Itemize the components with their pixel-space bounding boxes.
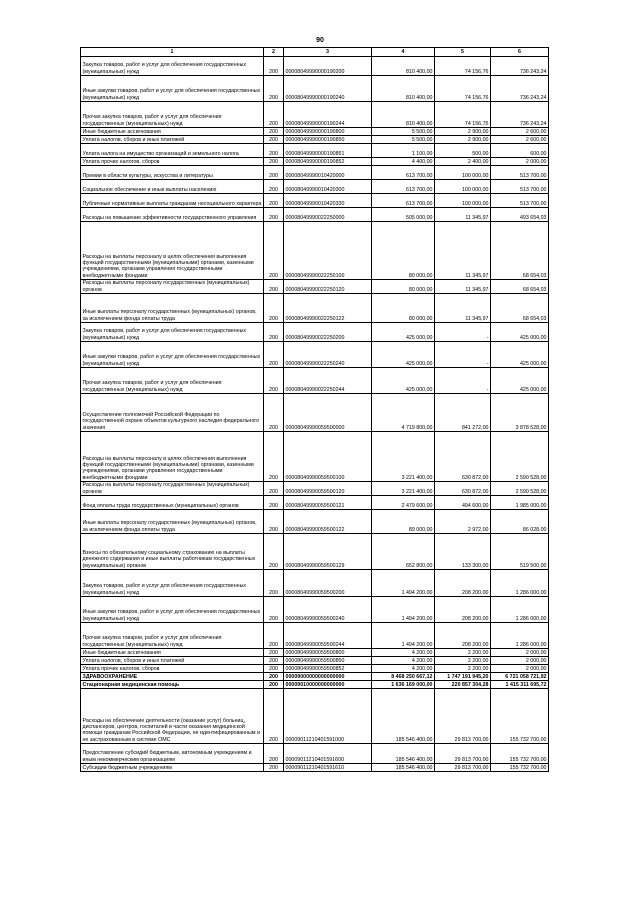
executed-amount-cell: 2 972,00 bbox=[435, 510, 491, 534]
line-code-cell: 200 bbox=[264, 623, 284, 649]
executed-amount-cell: 11 345,97 bbox=[435, 222, 491, 280]
table-row bbox=[81, 136, 549, 144]
table-row bbox=[81, 194, 549, 208]
executed-amount-cell: 11 345,97 bbox=[435, 280, 491, 294]
executed-amount-cell: 74 156,76 bbox=[435, 102, 491, 128]
table-row bbox=[81, 102, 549, 128]
classification-code-cell: 00008049990010420000 bbox=[284, 166, 372, 180]
header-cell: 1 bbox=[81, 48, 264, 57]
approved-amount-cell: 810 400,00 bbox=[372, 102, 435, 128]
line-code-cell: 200 bbox=[264, 673, 284, 681]
approved-amount-cell: 425 000,00 bbox=[372, 323, 435, 342]
approved-amount-cell: 185 546 400,00 bbox=[372, 744, 435, 764]
line-code-cell: 200 bbox=[264, 57, 284, 76]
line-code-cell: 200 bbox=[264, 158, 284, 166]
executed-amount-cell: 2 200,00 bbox=[435, 649, 491, 657]
executed-amount-cell: 2 200,00 bbox=[435, 665, 491, 673]
line-item-name: Уплата прочих налогов, сборов bbox=[81, 665, 264, 673]
line-item-name: Иные выплаты персоналу государственных (муниципальных) органов, за исключением фонда оплаты труда bbox=[81, 510, 264, 534]
unexecuted-amount-cell: 155 732 700,00 bbox=[491, 744, 549, 764]
line-code-cell: 200 bbox=[264, 222, 284, 280]
classification-code-cell: 00008049990000190850 bbox=[284, 136, 372, 144]
line-item-name: Расходы на выплаты персоналу государственных (муниципальных) органов bbox=[81, 482, 264, 496]
approved-amount-cell: 8 468 250 667,12 bbox=[372, 673, 435, 681]
unexecuted-amount-cell: 2 590 528,00 bbox=[491, 432, 549, 482]
unexecuted-amount-cell: 1 286 000,00 bbox=[491, 623, 549, 649]
executed-amount-cell: - bbox=[435, 323, 491, 342]
table-row bbox=[81, 158, 549, 166]
approved-amount-cell: 185 546 400,00 bbox=[372, 764, 435, 772]
line-code-cell: 200 bbox=[264, 144, 284, 158]
line-code-cell: 200 bbox=[264, 394, 284, 432]
approved-amount-cell: 185 546 400,00 bbox=[372, 689, 435, 744]
approved-amount-cell: 80 000,00 bbox=[372, 294, 435, 323]
table-row bbox=[81, 657, 549, 665]
classification-code-cell: 00008049990000190240 bbox=[284, 76, 372, 102]
approved-amount-cell: 1 494 200,00 bbox=[372, 623, 435, 649]
table-row bbox=[81, 294, 549, 323]
approved-amount-cell: 4 200,00 bbox=[372, 657, 435, 665]
classification-code-cell: 00008049990010420300 bbox=[284, 180, 372, 194]
table-row bbox=[81, 534, 549, 570]
executed-amount-cell: 11 345,97 bbox=[435, 208, 491, 222]
approved-amount-cell: 4 200,00 bbox=[372, 649, 435, 657]
line-item-name: Взносы по обязательному социальному страхованию на выплаты денежного содержания и иные выплаты работникам государственных (муниципальных) органов bbox=[81, 534, 264, 570]
approved-amount-cell: 2 479 600,00 bbox=[372, 496, 435, 510]
line-code-cell: 200 bbox=[264, 76, 284, 102]
approved-amount-cell: 1 494 200,00 bbox=[372, 570, 435, 597]
line-code-cell: 200 bbox=[264, 570, 284, 597]
line-item-name: Закупка товаров, работ и услуг для обеспечения государственных (муниципальных) нужд bbox=[81, 570, 264, 597]
unexecuted-amount-cell: 2 000,00 bbox=[491, 665, 549, 673]
unexecuted-amount-cell: 1 985 000,00 bbox=[491, 496, 549, 510]
approved-amount-cell: 4 200,00 bbox=[372, 665, 435, 673]
line-code-cell: 200 bbox=[264, 194, 284, 208]
line-item-name: Иные закупки товаров, работ и услуг для обеспечения государственных (муниципальных) нужд bbox=[81, 597, 264, 623]
line-code-cell: 200 bbox=[264, 136, 284, 144]
unexecuted-amount-cell: 736 243,24 bbox=[491, 102, 549, 128]
line-item-name: Уплата налогов, сборов и иных платежей bbox=[81, 657, 264, 665]
approved-amount-cell: 613 700,00 bbox=[372, 194, 435, 208]
classification-code-cell: 00008049990022250200 bbox=[284, 323, 372, 342]
approved-amount-cell: 1 494 200,00 bbox=[372, 597, 435, 623]
line-item-name: Расходы на выплаты персоналу в целях обеспечения выполнения функций государственными (муниципальными) органами, казенными учреждениями, органами управления государственными внебюджетными фондами bbox=[81, 222, 264, 280]
budget-table bbox=[80, 47, 549, 772]
line-code-cell: 200 bbox=[264, 342, 284, 368]
table-row bbox=[81, 394, 549, 432]
line-item-name: Иные закупки товаров, работ и услуг для обеспечения государственных (муниципальных) нужд bbox=[81, 76, 264, 102]
executed-amount-cell: 133 300,00 bbox=[435, 534, 491, 570]
line-code-cell: 200 bbox=[264, 280, 284, 294]
approved-amount-cell: 425 000,00 bbox=[372, 368, 435, 394]
table-row bbox=[81, 689, 549, 744]
line-code-cell: 200 bbox=[264, 597, 284, 623]
approved-amount-cell: 1 100,00 bbox=[372, 144, 435, 158]
line-code-cell: 200 bbox=[264, 180, 284, 194]
executed-amount-cell: 2 900,00 bbox=[435, 136, 491, 144]
table-row bbox=[81, 744, 549, 764]
header-cell: 4 bbox=[372, 48, 435, 57]
classification-code-cell: 00008049990010420330 bbox=[284, 194, 372, 208]
classification-code-cell: 00008049990000190851 bbox=[284, 144, 372, 158]
classification-code-cell: 00008049990000190852 bbox=[284, 158, 372, 166]
line-code-cell: 200 bbox=[264, 208, 284, 222]
approved-amount-cell: 3 221 400,00 bbox=[372, 432, 435, 482]
line-code-cell: 200 bbox=[264, 368, 284, 394]
line-item-name: Фонд оплаты труда государственных (муниципальных) органов bbox=[81, 496, 264, 510]
table-row bbox=[81, 280, 549, 294]
executed-amount-cell: 100 000,00 bbox=[435, 194, 491, 208]
line-item-name: Прочая закупка товаров, работ и услуг для обеспечения государственных (муниципальных) нужд bbox=[81, 368, 264, 394]
unexecuted-amount-cell: 513 700,00 bbox=[491, 166, 549, 180]
line-code-cell: 200 bbox=[264, 534, 284, 570]
line-item-name: Осуществление полномочий Российской Федерации по государственной охране объектов культурного наследия федерального значения bbox=[81, 394, 264, 432]
line-item-name: Закупка товаров, работ и услуг для обеспечения государственных (муниципальных) нужд bbox=[81, 57, 264, 76]
executed-amount-cell: 74 156,76 bbox=[435, 76, 491, 102]
table-row bbox=[81, 323, 549, 342]
executed-amount-cell: 494 600,00 bbox=[435, 496, 491, 510]
header-cell: 6 bbox=[491, 48, 549, 57]
table-row bbox=[81, 208, 549, 222]
classification-code-cell: 00008049990059500120 bbox=[284, 482, 372, 496]
classification-code-cell: 00008049990022250240 bbox=[284, 342, 372, 368]
approved-amount-cell: 89 000,00 bbox=[372, 510, 435, 534]
approved-amount-cell: 1 636 169 000,00 bbox=[372, 681, 435, 689]
classification-code-cell: 00009011210401591600 bbox=[284, 744, 372, 764]
unexecuted-amount-cell: 425 000,00 bbox=[491, 368, 549, 394]
approved-amount-cell: 3 221 400,00 bbox=[372, 482, 435, 496]
classification-code-cell: 00009010000000000000 bbox=[284, 681, 372, 689]
line-item-name: Иные выплаты персоналу государственных (муниципальных) органов, за исключением фонда оплаты труда bbox=[81, 294, 264, 323]
classification-code-cell: 00008049990059500100 bbox=[284, 432, 372, 482]
table-row bbox=[81, 510, 549, 534]
line-item-name: Публичные нормативные выплаты гражданам несоциального характера bbox=[81, 194, 264, 208]
line-item-name: Социальное обеспечение и иные выплаты населению bbox=[81, 180, 264, 194]
line-code-cell: 200 bbox=[264, 665, 284, 673]
line-code-cell: 200 bbox=[264, 432, 284, 482]
classification-code-cell: 00008049990059500200 bbox=[284, 570, 372, 597]
line-code-cell: 200 bbox=[264, 764, 284, 772]
classification-code-cell: 00008049990059500800 bbox=[284, 649, 372, 657]
classification-code-cell: 00008049990059500240 bbox=[284, 597, 372, 623]
executed-amount-cell: 208 200,00 bbox=[435, 570, 491, 597]
line-item-name: Стационарная медицинская помощь bbox=[81, 681, 264, 689]
executed-amount-cell: 630 872,00 bbox=[435, 432, 491, 482]
approved-amount-cell: 652 800,00 bbox=[372, 534, 435, 570]
classification-code-cell: 00009011210401591610 bbox=[284, 764, 372, 772]
executed-amount-cell: 29 813 700,00 bbox=[435, 689, 491, 744]
table-row bbox=[81, 673, 549, 681]
line-item-name: Расходы на выплаты персоналу государственных (муниципальных) органов bbox=[81, 280, 264, 294]
unexecuted-amount-cell: 425 000,00 bbox=[491, 342, 549, 368]
header-row bbox=[81, 48, 549, 57]
line-item-name: Прочая закупка товаров, работ и услуг для обеспечения государственных (муниципальных) нужд bbox=[81, 102, 264, 128]
unexecuted-amount-cell: 493 654,03 bbox=[491, 208, 549, 222]
unexecuted-amount-cell: 1 286 000,00 bbox=[491, 570, 549, 597]
line-item-name: Иные закупки товаров, работ и услуг для обеспечения государственных (муниципальных) нужд bbox=[81, 342, 264, 368]
table-row bbox=[81, 597, 549, 623]
line-code-cell: 200 bbox=[264, 128, 284, 136]
classification-code-cell: 00008049990059500129 bbox=[284, 534, 372, 570]
unexecuted-amount-cell: 2 000,00 bbox=[491, 657, 549, 665]
line-code-cell: 200 bbox=[264, 166, 284, 180]
classification-code-cell: 00009000000000000000 bbox=[284, 673, 372, 681]
line-item-name: Расходы на выплаты персоналу в целях обеспечения выполнения функций государственными (муниципальными) органами, казенными учреждениями, органами управления государственными внебюджетными фондами bbox=[81, 432, 264, 482]
table-row bbox=[81, 222, 549, 280]
line-code-cell: 200 bbox=[264, 510, 284, 534]
executed-amount-cell: 11 345,97 bbox=[435, 294, 491, 323]
approved-amount-cell: 810 400,00 bbox=[372, 57, 435, 76]
line-code-cell: 200 bbox=[264, 657, 284, 665]
table-row bbox=[81, 76, 549, 102]
classification-code-cell: 00008049990059500852 bbox=[284, 665, 372, 673]
executed-amount-cell: 220 857 304,28 bbox=[435, 681, 491, 689]
table-row bbox=[81, 482, 549, 496]
line-code-cell: 200 bbox=[264, 649, 284, 657]
executed-amount-cell: 2 900,00 bbox=[435, 128, 491, 136]
classification-code-cell: 00008049990059500244 bbox=[284, 623, 372, 649]
table-row bbox=[81, 166, 549, 180]
unexecuted-amount-cell: 68 654,03 bbox=[491, 280, 549, 294]
approved-amount-cell: 810 400,00 bbox=[372, 76, 435, 102]
approved-amount-cell: 613 700,00 bbox=[372, 180, 435, 194]
line-item-name: Закупка товаров, работ и услуг для обеспечения государственных (муниципальных) нужд bbox=[81, 323, 264, 342]
classification-code-cell: 00008049990022250100 bbox=[284, 222, 372, 280]
classification-code-cell: 00008049990059500850 bbox=[284, 657, 372, 665]
executed-amount-cell: 500,00 bbox=[435, 144, 491, 158]
table-row bbox=[81, 128, 549, 136]
line-item-name: Уплата налога на имущество организаций и земельного налога bbox=[81, 144, 264, 158]
approved-amount-cell: 4 400,00 bbox=[372, 158, 435, 166]
executed-amount-cell: 29 813 700,00 bbox=[435, 764, 491, 772]
unexecuted-amount-cell: 600,00 bbox=[491, 144, 549, 158]
classification-code-cell: 00008049990022250120 bbox=[284, 280, 372, 294]
line-code-cell: 200 bbox=[264, 482, 284, 496]
line-code-cell: 200 bbox=[264, 689, 284, 744]
line-code-cell: 200 bbox=[264, 681, 284, 689]
unexecuted-amount-cell: 86 028,00 bbox=[491, 510, 549, 534]
line-item-name: Расходы на повышение эффективности государственного управления bbox=[81, 208, 264, 222]
table-row bbox=[81, 681, 549, 689]
line-code-cell: 200 bbox=[264, 323, 284, 342]
table-row bbox=[81, 764, 549, 772]
executed-amount-cell: - bbox=[435, 368, 491, 394]
executed-amount-cell: 29 813 700,00 bbox=[435, 744, 491, 764]
table-row bbox=[81, 144, 549, 158]
approved-amount-cell: 613 700,00 bbox=[372, 166, 435, 180]
table-row bbox=[81, 342, 549, 368]
unexecuted-amount-cell: 736 243,24 bbox=[491, 76, 549, 102]
unexecuted-amount-cell: 2 000,00 bbox=[491, 158, 549, 166]
executed-amount-cell: 100 000,00 bbox=[435, 180, 491, 194]
unexecuted-amount-cell: 2 600,00 bbox=[491, 128, 549, 136]
unexecuted-amount-cell: 519 500,00 bbox=[491, 534, 549, 570]
executed-amount-cell: 841 272,00 bbox=[435, 394, 491, 432]
unexecuted-amount-cell: 425 000,00 bbox=[491, 323, 549, 342]
line-item-name: Уплата прочих налогов, сборов bbox=[81, 158, 264, 166]
line-code-cell: 200 bbox=[264, 294, 284, 323]
executed-amount-cell: 630 872,00 bbox=[435, 482, 491, 496]
approved-amount-cell: 4 719 800,00 bbox=[372, 394, 435, 432]
approved-amount-cell: 5 500,00 bbox=[372, 136, 435, 144]
table-row bbox=[81, 496, 549, 510]
unexecuted-amount-cell: 2 590 528,00 bbox=[491, 482, 549, 496]
executed-amount-cell: 2 200,00 bbox=[435, 657, 491, 665]
executed-amount-cell: 2 400,00 bbox=[435, 158, 491, 166]
header-cell: 2 bbox=[264, 48, 284, 57]
unexecuted-amount-cell: 3 878 528,00 bbox=[491, 394, 549, 432]
unexecuted-amount-cell: 1 286 000,00 bbox=[491, 597, 549, 623]
approved-amount-cell: 80 000,00 bbox=[372, 222, 435, 280]
classification-code-cell: 00008049990000190200 bbox=[284, 57, 372, 76]
table-row bbox=[81, 180, 549, 194]
unexecuted-amount-cell: 513 700,00 bbox=[491, 180, 549, 194]
line-item-name: ЗДРАВООХРАНЕНИЕ bbox=[81, 673, 264, 681]
unexecuted-amount-cell: 155 732 700,00 bbox=[491, 689, 549, 744]
page-number: 90 bbox=[316, 37, 324, 44]
classification-code-cell: 00008049990059500000 bbox=[284, 394, 372, 432]
unexecuted-amount-cell: 68 654,03 bbox=[491, 294, 549, 323]
unexecuted-amount-cell: 513 700,00 bbox=[491, 194, 549, 208]
classification-code-cell: 00008049990000190800 bbox=[284, 128, 372, 136]
table-row bbox=[81, 570, 549, 597]
executed-amount-cell: 208 200,00 bbox=[435, 597, 491, 623]
classification-code-cell: 00008049990022250000 bbox=[284, 208, 372, 222]
line-item-name: Иные бюджетные ассигнования bbox=[81, 128, 264, 136]
table-row bbox=[81, 368, 549, 394]
classification-code-cell: 00008049990000190244 bbox=[284, 102, 372, 128]
unexecuted-amount-cell: 6 721 058 721,92 bbox=[491, 673, 549, 681]
line-item-name: Субсидии бюджетным учреждениям bbox=[81, 764, 264, 772]
unexecuted-amount-cell: 2 000,00 bbox=[491, 649, 549, 657]
table-row bbox=[81, 623, 549, 649]
header-cell: 5 bbox=[435, 48, 491, 57]
unexecuted-amount-cell: 155 732 700,00 bbox=[491, 764, 549, 772]
table-row bbox=[81, 432, 549, 482]
table-row bbox=[81, 665, 549, 673]
table-row bbox=[81, 649, 549, 657]
line-item-name: Прочая закупка товаров, работ и услуг для обеспечения государственных (муниципальных) нужд bbox=[81, 623, 264, 649]
executed-amount-cell: 1 747 191 945,20 bbox=[435, 673, 491, 681]
classification-code-cell: 00008049990059500122 bbox=[284, 510, 372, 534]
approved-amount-cell: 425 000,00 bbox=[372, 342, 435, 368]
approved-amount-cell: 505 000,00 bbox=[372, 208, 435, 222]
executed-amount-cell: - bbox=[435, 342, 491, 368]
executed-amount-cell: 100 000,00 bbox=[435, 166, 491, 180]
classification-code-cell: 00008049990022250122 bbox=[284, 294, 372, 323]
approved-amount-cell: 5 500,00 bbox=[372, 128, 435, 136]
unexecuted-amount-cell: 736 243,24 bbox=[491, 57, 549, 76]
approved-amount-cell: 80 000,00 bbox=[372, 280, 435, 294]
executed-amount-cell: 208 200,00 bbox=[435, 623, 491, 649]
line-item-name: Премии в области культуры, искусства и литературы bbox=[81, 166, 264, 180]
classification-code-cell: 00009011210401591000 bbox=[284, 689, 372, 744]
line-code-cell: 200 bbox=[264, 102, 284, 128]
line-item-name: Уплата налогов, сборов и иных платежей bbox=[81, 136, 264, 144]
header-cell: 3 bbox=[284, 48, 372, 57]
classification-code-cell: 00008049990059500121 bbox=[284, 496, 372, 510]
table-body bbox=[81, 48, 549, 772]
line-code-cell: 200 bbox=[264, 744, 284, 764]
unexecuted-amount-cell: 68 654,03 bbox=[491, 222, 549, 280]
classification-code-cell: 00008049990022250244 bbox=[284, 368, 372, 394]
line-item-name: Предоставление субсидий бюджетным, автономным учреждениям и иным некоммерческим организациям bbox=[81, 744, 264, 764]
table-row bbox=[81, 57, 549, 76]
line-code-cell: 200 bbox=[264, 496, 284, 510]
line-item-name: Расходы на обеспечение деятельности (оказание услуг) больниц, диспансеров, центров, госпиталей в части оказания медицинской помощи гражданам Российской Федерации, не идентифицированным и не застрахованным в системе ОМС bbox=[81, 689, 264, 744]
unexecuted-amount-cell: 2 600,00 bbox=[491, 136, 549, 144]
line-item-name: Иные бюджетные ассигнования bbox=[81, 649, 264, 657]
unexecuted-amount-cell: 1 415 311 695,72 bbox=[491, 681, 549, 689]
executed-amount-cell: 74 156,76 bbox=[435, 57, 491, 76]
